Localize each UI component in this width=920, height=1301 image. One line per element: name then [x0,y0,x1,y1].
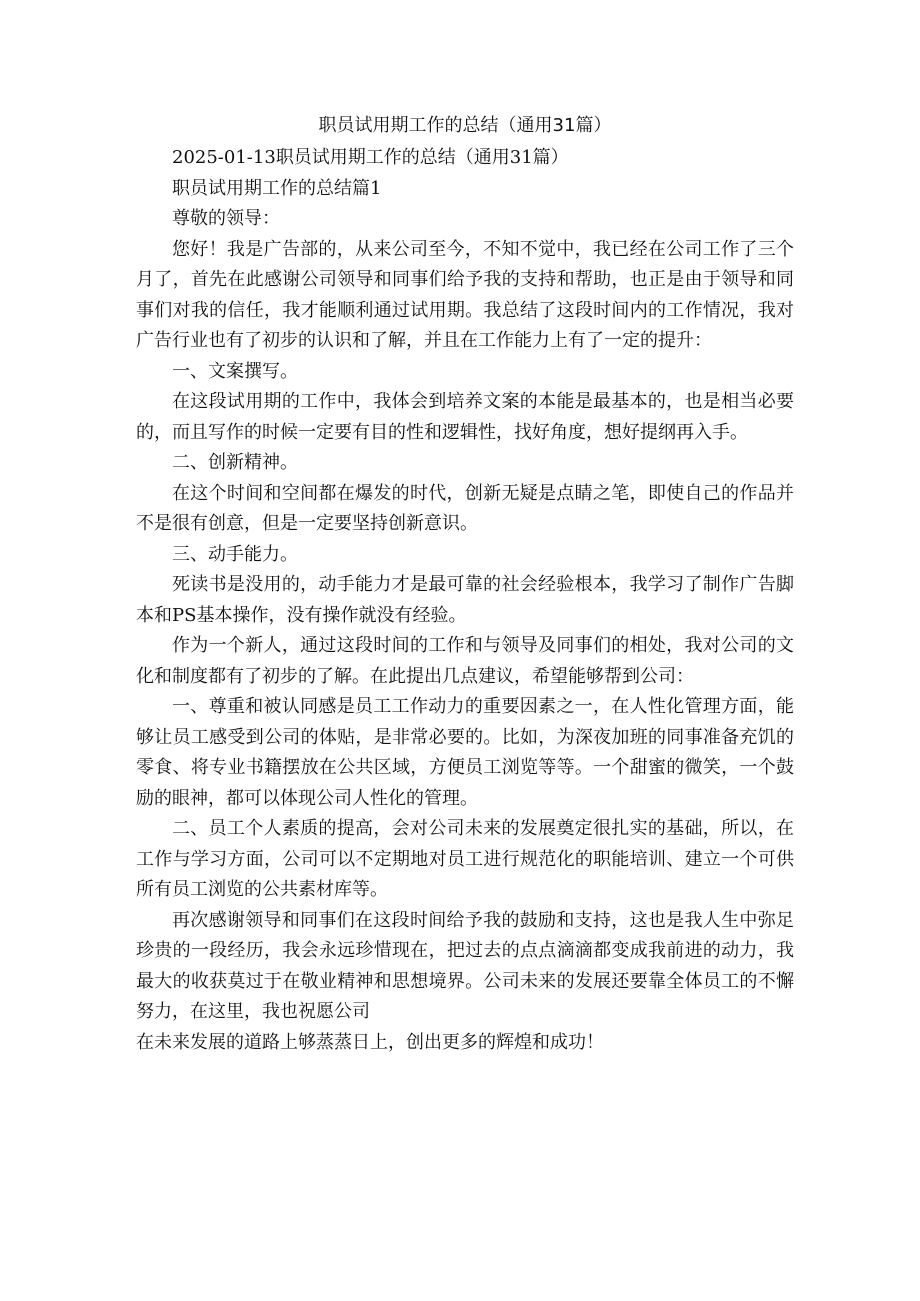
greeting: 尊敬的领导： [172,208,280,229]
closing-line: 在未来发展的道路上够蒸蒸日上，创出更多的辉煌和成功！ [136,1031,604,1053]
paragraph-copywriting: 在这段试用期的工作中，我体会到培养文案的本能是最基本的，也是相当必要的，而且写作的时候一定要有目的性和逻辑性，找好角度，想好提纲再入手。 [136,391,794,443]
paragraph-suggestions-intro: 作为一个新人，通过这段时间的工作和与领导及同事们的相处，我对公司的文化和制度都有了初步的了解。在此提出几点建议，希望能够帮到公司： [136,635,794,687]
heading-copywriting: 一、文案撰写。 [172,360,298,382]
paragraph-intro: 您好！我是广告部的，从来公司至今，不知不觉中，我已经在公司工作了三个月了，首先在此感谢公司领导和同事们给予我的支持和帮助，也正是由于领导和同事们对我的信任，我才能顺利通过试用期。我总结了这段时间内的工作情况，我对广告行业也有了初步的认识和了解，并且在工作能力上有了一定的提升： [136,238,794,351]
paragraph-suggestion-1: 一、尊重和被认同感是员工工作动力的重要因素之一，在人性化管理方面，能够让员工感受到公司的体贴，是非常必要的。比如，为深夜加班的同事准备充饥的零食、将专业书籍摆放在公共区域，方便员工浏览等等。一个甜蜜的微笑，一个鼓励的眼神，都可以体现公司人性化的管理。 [136,696,794,809]
paragraph-innovation: 在这个时间和空间都在爆发的时代，创新无疑是点睛之笔，即使自己的作品并不是很有创意，但是一定要坚持创新意识。 [136,482,794,534]
document-title: 职员试用期工作的总结（通用31篇） [318,115,612,136]
document-page [136,113,794,1058]
heading-innovation: 二、创新精神。 [172,452,298,473]
paragraph-hands-on: 死读书是没用的，动手能力才是最可靠的社会经验根本，我学习了制作广告脚本和PS基本操作，没有操作就没有经验。 [136,574,794,626]
paragraph-thanks: 再次感谢领导和同事们在这段时间给予我的鼓励和支持，这也是我人生中弥足珍贵的一段经历，我会永远珍惜现在，把过去的点点滴滴都变成我前进的动力，我最大的收获莫过于在敬业精神和思想境界。公司未来的发展还要靠全体员工的不懈努力，在这里，我也祝愿公司 [136,909,794,1022]
paragraph-suggestion-2: 二、员工个人素质的提高，会对公司未来的发展奠定很扎实的基础，所以，在工作与学习方面，公司可以不定期地对员工进行规范化的职能培训、建立一个可供所有员工浏览的公共素材库等。 [136,818,794,900]
section-heading: 职员试用期工作的总结篇1 [172,177,382,199]
date-line: 2025-01-13职员试用期工作的总结（通用31篇） [172,147,569,168]
heading-hands-on: 三、动手能力。 [172,543,298,565]
